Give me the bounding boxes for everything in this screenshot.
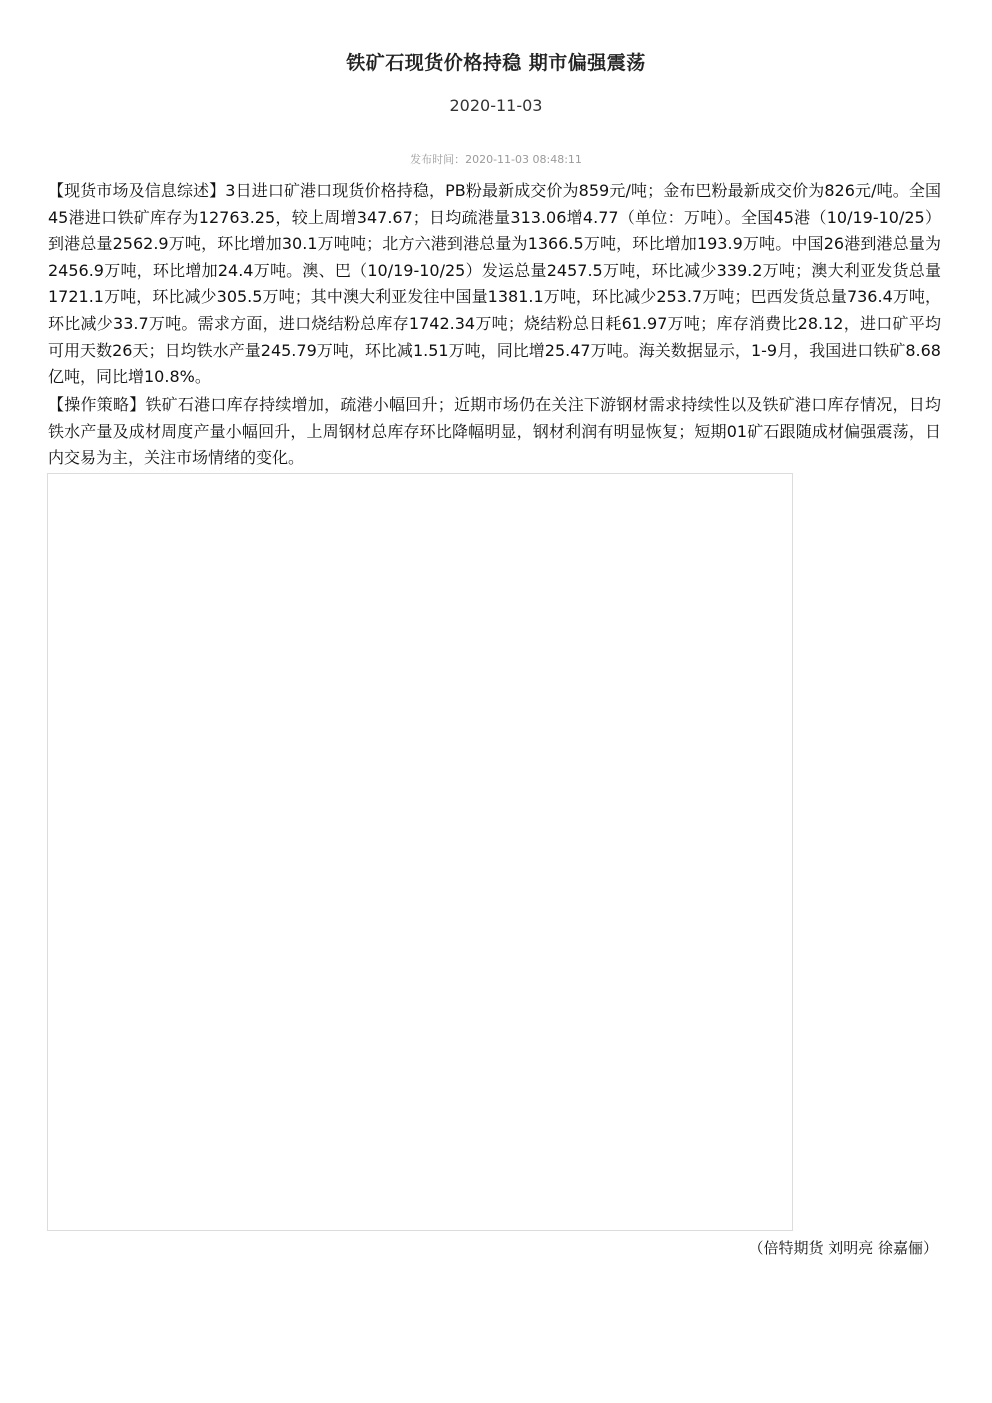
article-title: 铁矿石现货价格持稳 期市偏强震荡 xyxy=(346,52,646,74)
author-byline: （倍特期货 刘明亮 徐嘉俪） xyxy=(748,1239,938,1257)
publish-time: 发布时间：2020-11-03 08:48:11 xyxy=(410,153,582,166)
paragraph-strategy: 【操作策略】铁矿石港口库存持续增加，疏港小幅回升；近期市场仍在关注下游钢材需求持续性以及铁矿港口库存情况，日均铁水产量及成材周度产量小幅回升，上周钢材总库存环比降幅明显，钢材利润有明显恢复；短期01矿石跟随成材偏强震荡，日内交易为主，关注市场情绪的变化。 xyxy=(48,395,941,468)
article-date: 2020-11-03 xyxy=(449,96,543,115)
chart-image-placeholder xyxy=(47,473,793,1231)
paragraph-market-summary: 【现货市场及信息综述】3日进口矿港口现货价格持稳，PB粉最新成交价为859元/吨；金布巴粉最新成交价为826元/吨。全国45港进口铁矿库存为12763.25，较上周增347.67；日均疏港量313.06增4.77（单位：万吨）。全国45港（10/19-10/25）到港总量2562.9万吨，环比增加30.1万吨吨；北方六港到港总量为1366.5万吨，环比增加193.9万吨。中国26港到港总量为2456.9万吨，环比增加24.4万吨。澳、巴（10/19-10/25）发运总量2457.5万吨，环比减少339.2万吨；澳大利亚发货总量1721.1万吨，环比减少305.5万吨；其中澳大利亚发往中国量1381.1万吨，环比减少253.7万吨；巴西发货总量736.4万吨，环比减少33.7万吨。需求方面，进口烧结粉总库存1742.34万吨；烧结粉总日耗61.97万吨；库存消费比28.12，进口矿平均可用天数26天；日均铁水产量245.79万吨，环比减1.51万吨，同比增25.47万吨。海关数据显示，1-9月，我国进口铁矿8.68亿吨，同比增10.8%。 xyxy=(48,181,941,387)
